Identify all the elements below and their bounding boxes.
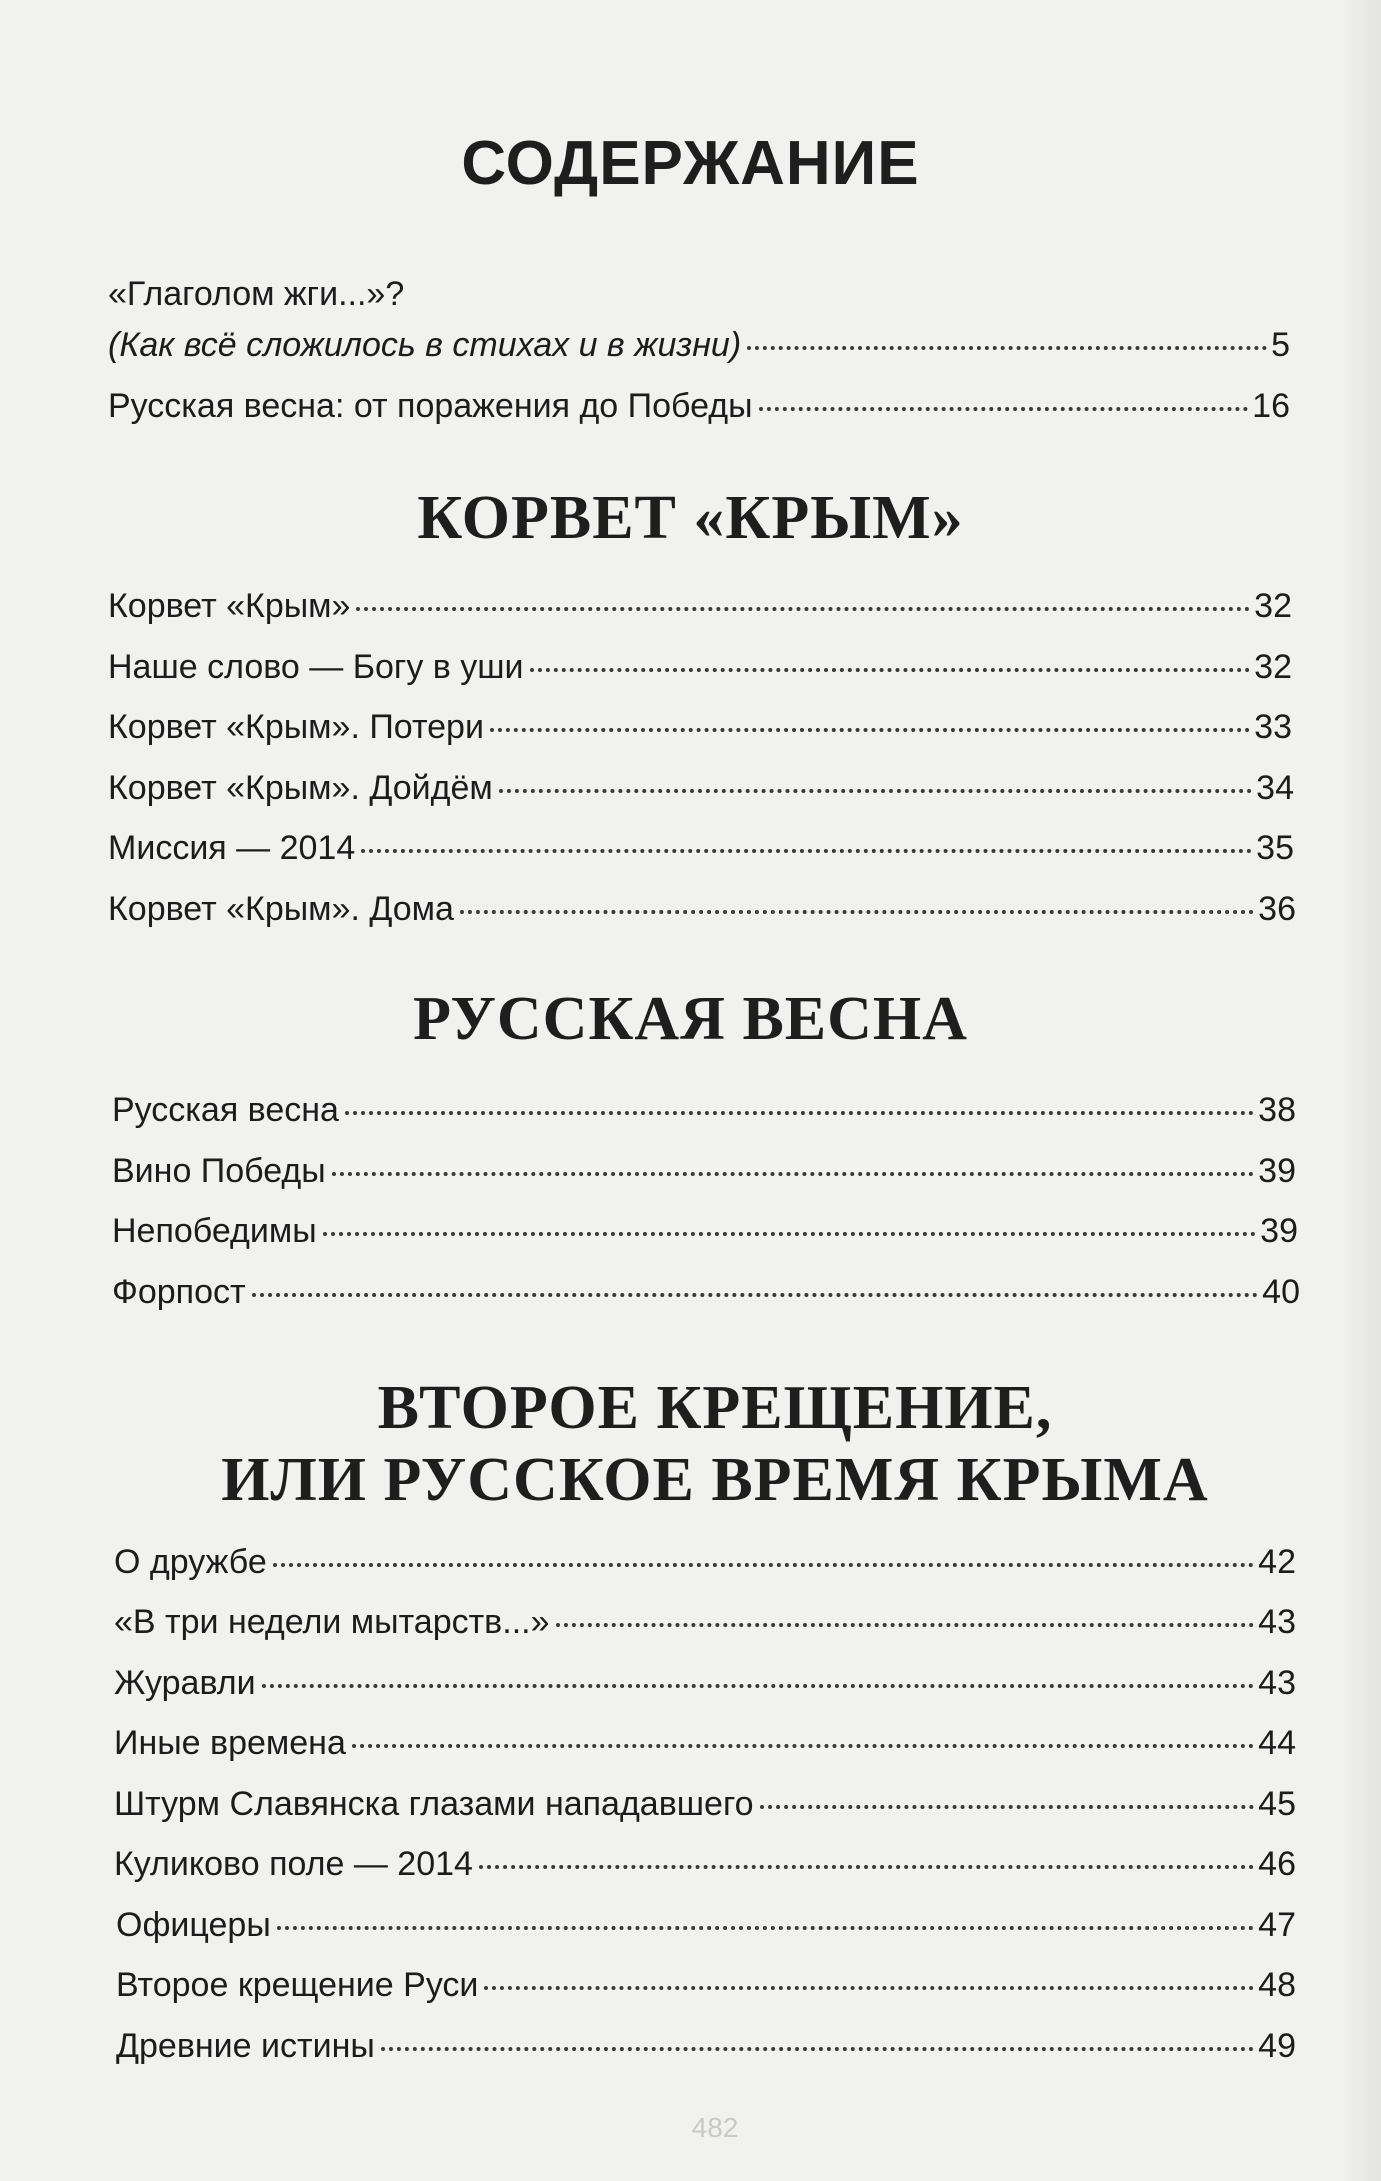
toc-leader-dots xyxy=(273,1563,1254,1567)
toc-entry-page: 34 xyxy=(1256,769,1294,807)
toc-entry-title: Офицеры xyxy=(116,1906,271,1944)
page-number: 482 xyxy=(691,2112,739,2143)
toc-entry xyxy=(112,1209,1298,1253)
toc-entry-title: «В три недели мытарств...» xyxy=(114,1603,550,1641)
toc-entry xyxy=(114,1842,1296,1886)
toc-entry xyxy=(112,1088,1296,1132)
toc-entry-page: 39 xyxy=(1258,1152,1296,1190)
toc-entry-title: Форпост xyxy=(112,1273,246,1311)
toc-leader-dots xyxy=(479,1865,1254,1869)
toc-leader-dots xyxy=(361,849,1252,853)
toc-entry-page: 43 xyxy=(1258,1603,1296,1641)
toc-leader-dots xyxy=(490,728,1250,732)
toc-entry xyxy=(112,1270,1300,1314)
toc-entry-title: О дружбе xyxy=(114,1543,267,1581)
toc-entry-title: Куликово поле — 2014 xyxy=(114,1845,473,1883)
toc-entry xyxy=(108,584,1292,628)
section-heading-vtoroe-kreshchenie xyxy=(0,1372,1381,1516)
toc-entry-page: 5 xyxy=(1271,326,1290,364)
toc-entry xyxy=(108,705,1292,749)
toc-entry-intro-line: «Глаголом жги...»? xyxy=(108,275,405,313)
toc-entry xyxy=(114,1782,1296,1826)
toc-entry-page: 36 xyxy=(1258,890,1296,928)
toc-entry-title: Штурм Славянска глазами нападавшего xyxy=(114,1785,754,1823)
toc-entry-page: 47 xyxy=(1258,1906,1296,1944)
toc-leader-dots xyxy=(760,1805,1255,1809)
toc-leader-dots xyxy=(499,789,1252,793)
toc-entry-page: 44 xyxy=(1258,1724,1296,1762)
section-heading-line: ВТОРОЕ КРЕЩЕНИЕ, xyxy=(377,1374,1053,1442)
toc-entry xyxy=(108,323,1290,367)
toc-entry xyxy=(108,645,1292,689)
toc-entry-page: 48 xyxy=(1258,1966,1296,2004)
toc-entry-page: 32 xyxy=(1254,587,1292,625)
toc-entry-page: 38 xyxy=(1258,1091,1296,1129)
section-heading-line: ИЛИ РУССКОЕ ВРЕМЯ КРЫМА xyxy=(221,1446,1209,1514)
toc-entry xyxy=(114,1600,1296,1644)
toc-entry xyxy=(112,1149,1296,1193)
toc-entry-title: Корвет «Крым». Потери xyxy=(108,708,484,746)
toc-entry-page: 35 xyxy=(1256,829,1294,867)
toc-entry-title: Корвет «Крым». Дома xyxy=(108,890,454,928)
toc-leader-dots xyxy=(356,607,1250,611)
toc-leader-dots xyxy=(460,910,1254,914)
toc-entry-title: Русская весна: от поражения до Победы xyxy=(108,387,753,425)
toc-entry-title: Корвет «Крым». Дойдём xyxy=(108,769,493,807)
toc-entry-title: Русская весна xyxy=(112,1091,339,1129)
toc-leader-dots xyxy=(262,1684,1255,1688)
toc-entry xyxy=(116,1903,1296,1947)
toc-entry xyxy=(108,887,1296,931)
toc-entry-page: 49 xyxy=(1258,2027,1296,2065)
toc-leader-dots xyxy=(759,407,1249,411)
section-heading-korvet-krym: КОРВЕТ «КРЫМ» xyxy=(417,484,964,552)
toc-entry-title: Журавли xyxy=(114,1664,256,1702)
toc-entry-title: Древние истины xyxy=(116,2027,375,2065)
toc-entry xyxy=(114,1721,1296,1765)
toc-entry-title: Корвет «Крым» xyxy=(108,587,351,625)
toc-entry xyxy=(108,826,1294,870)
toc-leader-dots xyxy=(381,2047,1254,2051)
toc-entry-title: Иные времена xyxy=(114,1724,346,1762)
toc-entry xyxy=(114,1540,1296,1584)
page-title: СОДЕРЖАНИЕ xyxy=(461,129,920,198)
toc-entry-page: 16 xyxy=(1252,387,1290,425)
toc-entry-page: 39 xyxy=(1260,1212,1298,1250)
toc-leader-dots xyxy=(332,1172,1254,1176)
toc-entry xyxy=(108,384,1290,428)
toc-entry-title: Второе крещение Руси xyxy=(116,1966,479,2004)
toc-entry-page: 45 xyxy=(1258,1785,1296,1823)
toc-leader-dots xyxy=(277,1926,1254,1930)
toc-entry xyxy=(116,2024,1296,2068)
toc-entry-title: Наше слово — Богу в уши xyxy=(108,648,524,686)
toc-leader-dots xyxy=(747,346,1267,350)
toc-entry xyxy=(116,1963,1296,2007)
toc-leader-dots xyxy=(323,1232,1256,1236)
toc-entry xyxy=(108,766,1294,810)
toc-entry-title: Непобедимы xyxy=(112,1212,317,1250)
toc-leader-dots xyxy=(252,1293,1259,1297)
toc-entry-page: 40 xyxy=(1262,1273,1300,1311)
toc-entry-page: 42 xyxy=(1258,1543,1296,1581)
toc-leader-dots xyxy=(484,1986,1254,1990)
toc-leader-dots xyxy=(556,1623,1255,1627)
toc-entry xyxy=(114,1661,1296,1705)
toc-leader-dots xyxy=(352,1744,1254,1748)
toc-entry-page: 46 xyxy=(1258,1845,1296,1883)
section-heading-russkaya-vesna: РУССКАЯ ВЕСНА xyxy=(413,985,968,1053)
toc-entry-page: 33 xyxy=(1254,708,1292,746)
toc-entry-page: 43 xyxy=(1258,1664,1296,1702)
toc-entry-page: 32 xyxy=(1254,648,1292,686)
toc-entry-title: Миссия — 2014 xyxy=(108,829,356,867)
toc-leader-dots xyxy=(345,1111,1254,1115)
toc-entry-title: Вино Победы xyxy=(112,1152,326,1190)
page-edge-shadow xyxy=(1341,0,1381,2181)
toc-leader-dots xyxy=(530,668,1251,672)
toc-entry-title: (Как всё сложилось в стихах и в жизни) xyxy=(108,326,742,364)
